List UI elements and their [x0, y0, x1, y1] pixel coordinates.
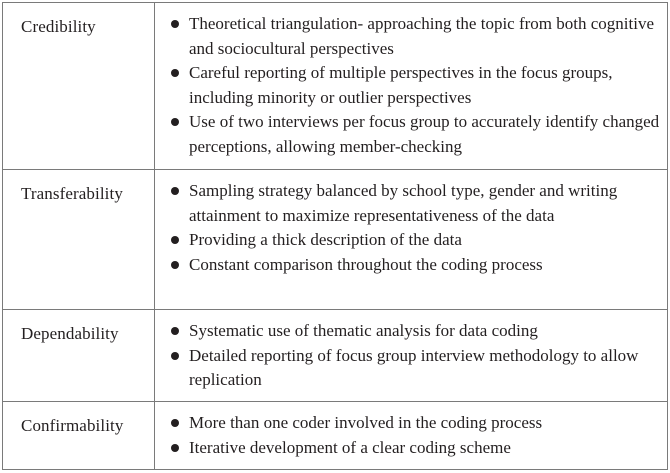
trustworthiness-table	[2, 2, 668, 470]
list-item	[169, 344, 667, 393]
table-row	[3, 310, 668, 402]
list-item	[169, 411, 667, 436]
bullet-icon	[171, 327, 179, 335]
bullet-icon	[171, 187, 179, 195]
list-item	[169, 110, 667, 159]
list-item-text: Providing a thick description of the data	[189, 230, 462, 249]
bullet-icon	[171, 419, 179, 427]
strategy-list	[169, 12, 667, 159]
list-item-text: Careful reporting of multiple perspectives in the focus groups, including minority or outlier perspectives	[189, 63, 613, 107]
list-item-text: More than one coder involved in the coding process	[189, 413, 543, 432]
strategy-list	[169, 319, 667, 393]
bullet-icon	[171, 444, 179, 452]
strategy-list	[169, 411, 667, 460]
strategies-cell	[155, 3, 668, 170]
list-item-text: Sampling strategy balanced by school type, gender and writing attainment to maximize representativeness of the data	[189, 181, 618, 225]
list-item	[169, 319, 667, 344]
table-row	[3, 402, 668, 470]
bullet-icon	[171, 261, 179, 269]
list-item-text: Theoretical triangulation- approaching the topic from both cognitive and sociocultural perspectives	[189, 14, 654, 58]
criterion-cell: Transferability	[3, 170, 155, 310]
list-item-text: Constant comparison throughout the coding process	[189, 254, 543, 274]
criterion-cell: Credibility	[3, 3, 155, 170]
list-item	[169, 228, 667, 253]
table-row	[3, 3, 668, 170]
list-item-text: Use of two interviews per focus group to accurately identify changed perceptions, allowing member-checking	[189, 112, 660, 156]
bullet-icon	[171, 69, 179, 77]
criterion-cell: Confirmability	[3, 402, 155, 470]
table-row	[3, 170, 668, 310]
strategies-cell	[155, 310, 668, 402]
bullet-icon	[171, 20, 179, 28]
strategy-list	[169, 179, 667, 277]
list-item-text: Iterative development of a clear coding scheme	[189, 437, 511, 457]
bullet-icon	[171, 118, 179, 126]
criterion-cell: Dependability	[3, 310, 155, 402]
list-item	[169, 12, 667, 61]
list-item-text: Systematic use of thematic analysis for data coding	[189, 321, 538, 340]
list-item	[169, 436, 667, 461]
strategies-cell	[155, 170, 668, 310]
bullet-icon	[171, 236, 179, 244]
list-item	[169, 253, 667, 278]
bullet-icon	[171, 352, 179, 360]
list-item	[169, 61, 667, 110]
list-item-text: Detailed reporting of focus group interview methodology to allow replication	[189, 345, 639, 389]
strategies-cell	[155, 402, 668, 470]
list-item	[169, 179, 667, 228]
